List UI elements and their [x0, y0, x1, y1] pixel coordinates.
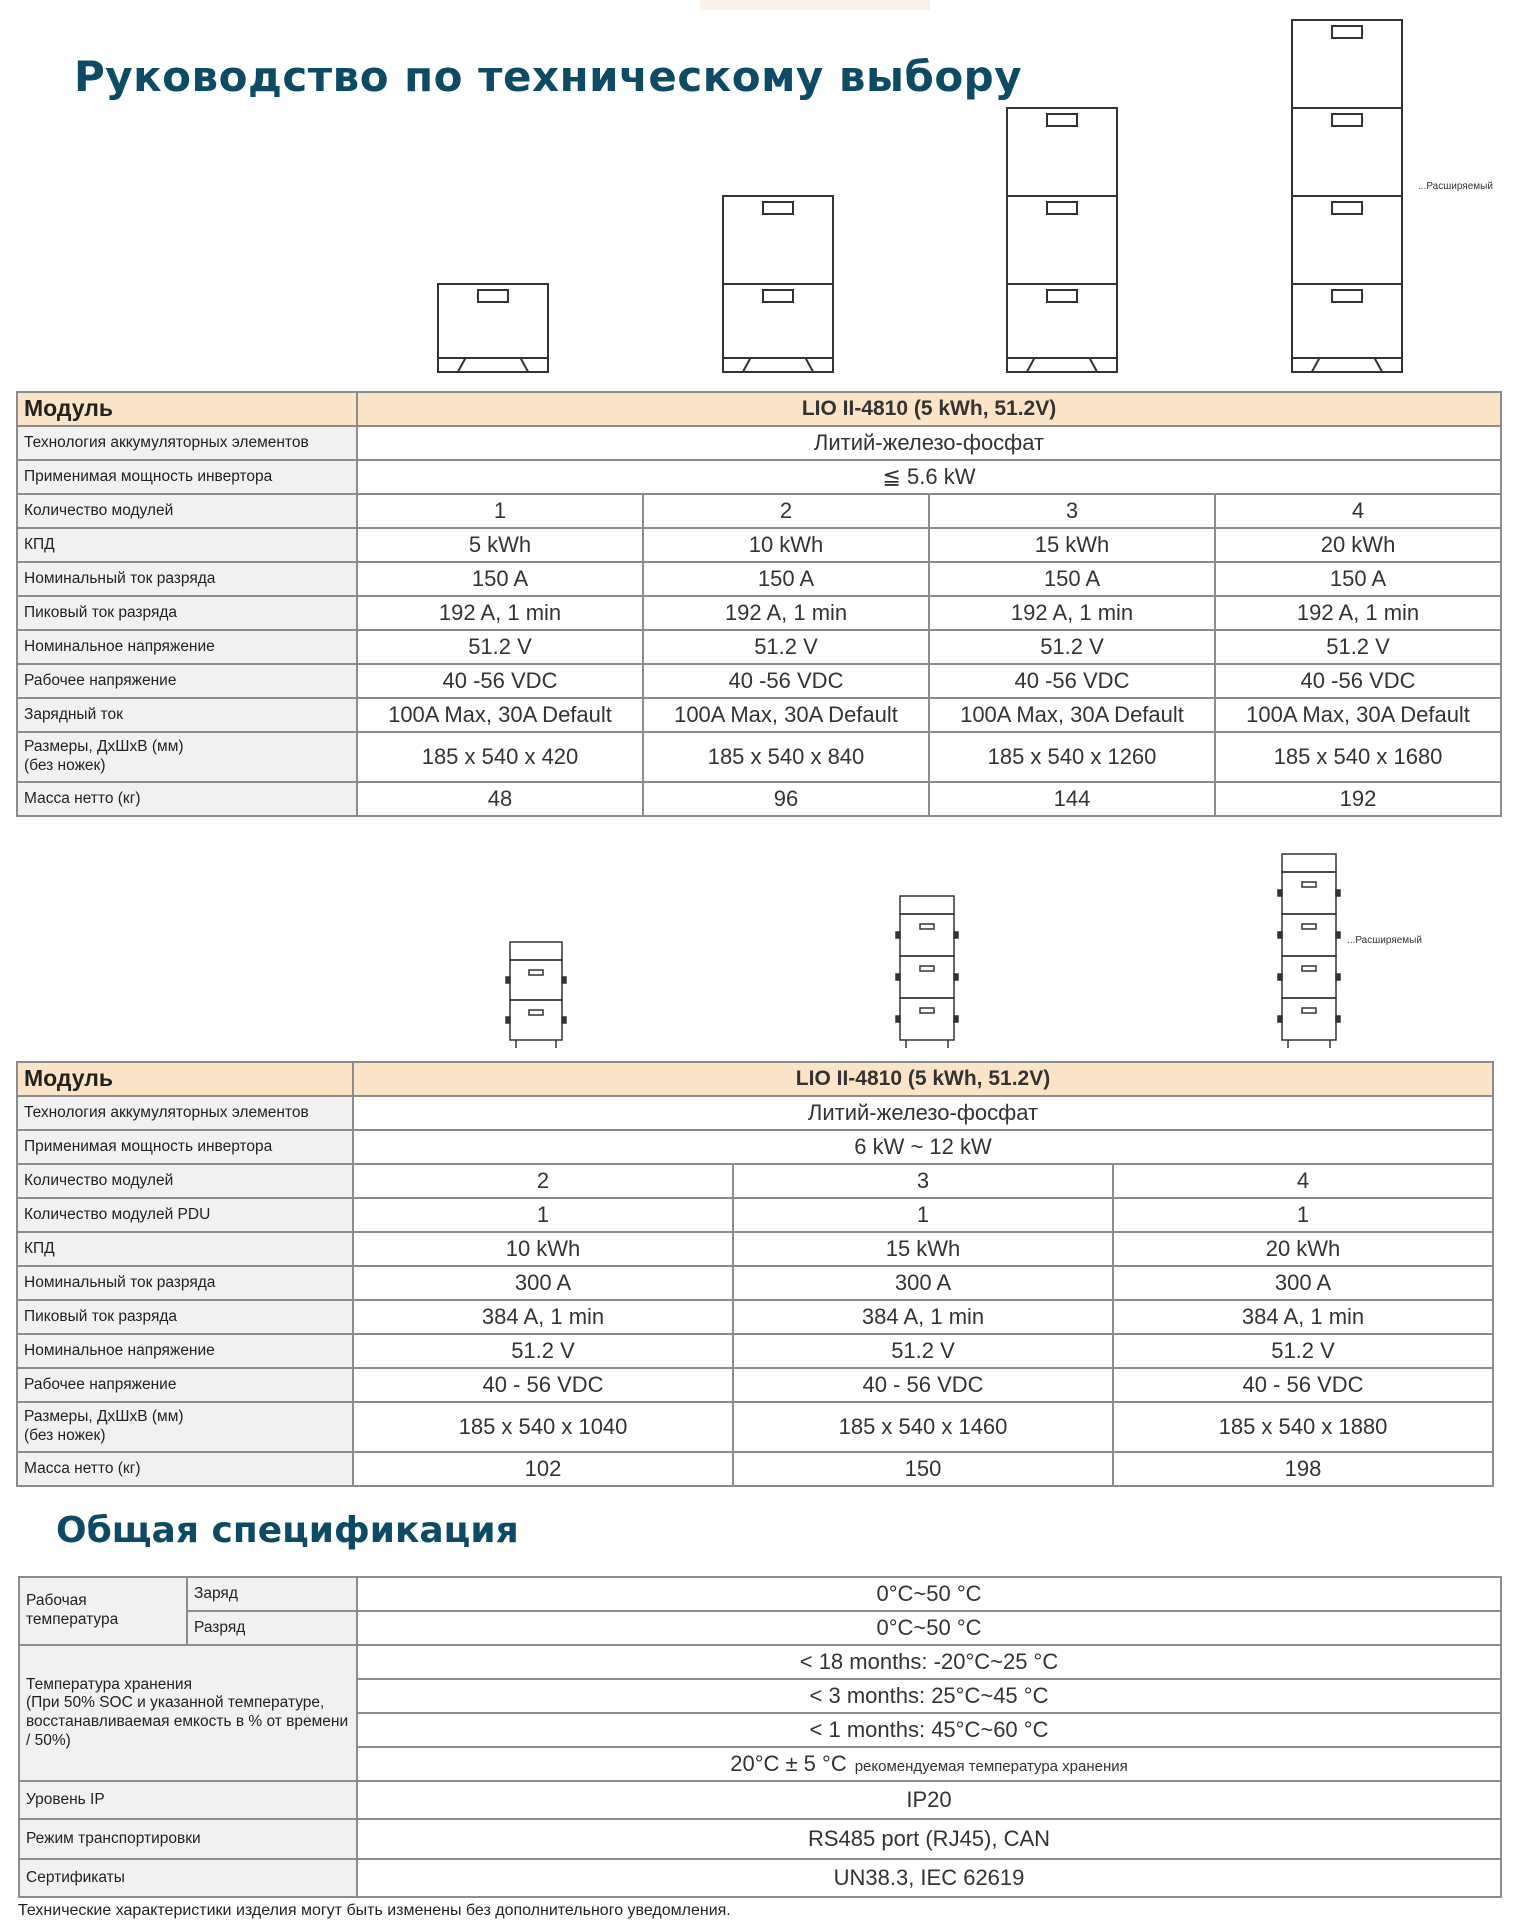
module-handle-icon [1047, 290, 1077, 302]
row-value: 51.2 V [357, 630, 643, 664]
row-label: Номинальный ток разряда [17, 562, 357, 596]
row-value: 1 [1113, 1198, 1493, 1232]
row-label: Количество модулей [17, 494, 357, 528]
side-connector-icon [1278, 890, 1282, 896]
row-label: Применимая мощность инвертора [17, 1130, 353, 1164]
row-label: Номинальное напряжение [17, 630, 357, 664]
row-value: 300 A [353, 1266, 733, 1300]
storage-value: < 1 months: 45°C~60 °C [357, 1713, 1501, 1747]
side-connector-icon [1336, 974, 1340, 980]
row-value: 40 -56 VDC [643, 664, 929, 698]
module-handle-icon [529, 1010, 543, 1015]
row-value: 40 - 56 VDC [353, 1368, 733, 1402]
spec-row [17, 732, 1501, 782]
row-value: 384 A, 1 min [1113, 1300, 1493, 1334]
row-label: Размеры, ДxШxВ (мм) (без ножек) [17, 1402, 353, 1452]
spec-row [17, 698, 1501, 732]
inverter-value: ≦ 5.6 kW [357, 460, 1501, 494]
cert-value: UN38.3, IEC 62619 [357, 1859, 1501, 1897]
module-handle-icon [763, 290, 793, 302]
battery-module [1282, 872, 1336, 914]
module-handle-icon [1047, 114, 1077, 126]
pdu-box [510, 942, 562, 960]
row-value: 192 [1215, 782, 1501, 816]
row-label: Пиковый ток разряда [17, 1300, 353, 1334]
side-connector-icon [1336, 890, 1340, 896]
row-value: 96 [643, 782, 929, 816]
side-connector-icon [896, 1016, 900, 1022]
charge-label: Заряд [187, 1577, 357, 1611]
row-value: 1 [353, 1198, 733, 1232]
row-value: 150 [733, 1452, 1113, 1486]
row-value: 4 [1215, 494, 1501, 528]
row-label: Зарядный ток [17, 698, 357, 732]
row-label: Применимая мощность инвертора [17, 460, 357, 494]
row-value: 185 x 540 x 420 [357, 732, 643, 782]
footnote: Технические характеристики изделия могут быть изменены без дополнительного уведомления. [18, 1902, 731, 1919]
spec-table-pdu [16, 1061, 1494, 1487]
spec-row [17, 562, 1501, 596]
header-model: LIO II-4810 (5 kWh, 51.2V) [353, 1062, 1493, 1096]
side-connector-icon [896, 974, 900, 980]
spec-row [17, 1368, 1493, 1402]
charge-value: 0°C~50 °C [357, 1577, 1501, 1611]
row-label: Технология аккумуляторных элементов [17, 1096, 353, 1130]
module-handle-icon [920, 1008, 934, 1013]
storage-recommended-note: рекомендуемая температура хранения [854, 1758, 1128, 1775]
row-value: 384 A, 1 min [733, 1300, 1113, 1334]
storage-value: < 18 months: -20°C~25 °C [357, 1645, 1501, 1679]
module-handle-icon [1332, 202, 1362, 214]
row-label: Номинальное напряжение [17, 1334, 353, 1368]
spec-row [17, 596, 1501, 630]
spec-row [17, 664, 1501, 698]
spec-row [17, 782, 1501, 816]
row-value: 192 A, 1 min [643, 596, 929, 630]
row-value: 100A Max, 30A Default [357, 698, 643, 732]
row-label: Размеры, ДxШxВ (мм) (без ножек) [17, 732, 357, 782]
spec-row [17, 494, 1501, 528]
row-label: КПД [17, 1232, 353, 1266]
row-value: 100A Max, 30A Default [929, 698, 1215, 732]
cell-tech-value: Литий-железо-фосфат [357, 426, 1501, 460]
row-value: 20 kWh [1113, 1232, 1493, 1266]
row-value: 185 x 540 x 1260 [929, 732, 1215, 782]
stack-feet [1288, 1040, 1330, 1048]
battery-module [510, 960, 562, 1000]
battery-stack [1007, 108, 1117, 372]
row-value: 185 x 540 x 1460 [733, 1402, 1113, 1452]
row-value: 150 A [1215, 562, 1501, 596]
battery-stacks-illustration-2 [500, 840, 1460, 1050]
spec-row [17, 630, 1501, 664]
row-value: 40 - 56 VDC [1113, 1368, 1493, 1402]
side-connector-icon [506, 1017, 510, 1023]
row-value: 4 [1113, 1164, 1493, 1198]
row-value: 40 - 56 VDC [733, 1368, 1113, 1402]
row-value: 1 [357, 494, 643, 528]
op-temp-label: Рабочая температура [19, 1577, 187, 1645]
side-connector-icon [1336, 932, 1340, 938]
row-value: 2 [643, 494, 929, 528]
row-value: 185 x 540 x 1680 [1215, 732, 1501, 782]
row-label: Масса нетто (кг) [17, 782, 357, 816]
ip-label: Уровень IP [19, 1781, 357, 1819]
row-value: 3 [929, 494, 1215, 528]
module-handle-icon [1332, 26, 1362, 38]
storage-value: < 3 months: 25°C~45 °C [357, 1679, 1501, 1713]
side-connector-icon [1278, 1016, 1282, 1022]
side-connector-icon [1336, 1016, 1340, 1022]
row-label: Рабочее напряжение [17, 1368, 353, 1402]
row-value: 15 kWh [929, 528, 1215, 562]
spec-row [17, 1402, 1493, 1452]
row-value: 51.2 V [733, 1334, 1113, 1368]
storage-label: Температура хранения (При 50% SOC и указанной температуре, восстанавливаемая емкость в % от времени / 50%) [19, 1645, 357, 1781]
storage-recommended-value: 20°C ± 5 °C [730, 1751, 847, 1776]
row-value: 51.2 V [929, 630, 1215, 664]
transport-label: Режим транспортировки [19, 1819, 357, 1859]
row-label: Пиковый ток разряда [17, 596, 357, 630]
spec-table-single [16, 391, 1502, 817]
row-value: 51.2 V [353, 1334, 733, 1368]
module-handle-icon [1302, 882, 1316, 887]
storage-recommended [357, 1747, 1501, 1781]
row-value: 10 kWh [353, 1232, 733, 1266]
battery-stacks-illustration-1 [430, 8, 1514, 378]
side-connector-icon [954, 932, 958, 938]
row-value: 102 [353, 1452, 733, 1486]
spec-row [17, 1334, 1493, 1368]
row-value: 300 A [733, 1266, 1113, 1300]
row-value: 40 -56 VDC [357, 664, 643, 698]
transport-value: RS485 port (RJ45), CAN [357, 1819, 1501, 1859]
row-value: 144 [929, 782, 1215, 816]
row-value: 100A Max, 30A Default [1215, 698, 1501, 732]
side-connector-icon [954, 1016, 958, 1022]
row-value: 185 x 540 x 1040 [353, 1402, 733, 1452]
side-connector-icon [506, 977, 510, 983]
row-value: 192 A, 1 min [929, 596, 1215, 630]
spec-row [17, 1266, 1493, 1300]
row-value: 3 [733, 1164, 1113, 1198]
row-value: 20 kWh [1215, 528, 1501, 562]
header-model: LIO II-4810 (5 kWh, 51.2V) [357, 392, 1501, 426]
row-label: Масса нетто (кг) [17, 1452, 353, 1486]
row-label: Номинальный ток разряда [17, 1266, 353, 1300]
battery-module [900, 998, 954, 1040]
stack-feet [516, 1040, 556, 1048]
page-title: Руководство по техническому выбору [74, 52, 1023, 101]
battery-module [510, 1000, 562, 1040]
row-value: 2 [353, 1164, 733, 1198]
pdu-box [900, 896, 954, 914]
module-handle-icon [1332, 114, 1362, 126]
module-handle-icon [478, 290, 508, 302]
row-value: 185 x 540 x 840 [643, 732, 929, 782]
spec-row [17, 1300, 1493, 1334]
battery-module [900, 956, 954, 998]
row-value: 192 A, 1 min [1215, 596, 1501, 630]
side-connector-icon [954, 974, 958, 980]
row-value: 51.2 V [1113, 1334, 1493, 1368]
row-value: 1 [733, 1198, 1113, 1232]
row-value: 300 A [1113, 1266, 1493, 1300]
row-value: 15 kWh [733, 1232, 1113, 1266]
battery-module [1282, 914, 1336, 956]
pdu-box [1282, 854, 1336, 872]
row-label: КПД [17, 528, 357, 562]
row-value: 185 x 540 x 1880 [1113, 1402, 1493, 1452]
battery-module [1282, 956, 1336, 998]
row-value: 150 A [643, 562, 929, 596]
discharge-value: 0°C~50 °C [357, 1611, 1501, 1645]
side-connector-icon [1278, 974, 1282, 980]
row-label: Рабочее напряжение [17, 664, 357, 698]
row-value: 150 A [357, 562, 643, 596]
side-connector-icon [1278, 932, 1282, 938]
inverter-value: 6 kW ~ 12 kW [353, 1130, 1493, 1164]
row-value: 40 -56 VDC [1215, 664, 1501, 698]
side-connector-icon [562, 977, 566, 983]
ip-value: IP20 [357, 1781, 1501, 1819]
expandable-label: ...Расширяемый [1347, 935, 1422, 946]
row-value: 51.2 V [643, 630, 929, 664]
row-value: 48 [357, 782, 643, 816]
spec-row [17, 1452, 1493, 1486]
module-handle-icon [529, 970, 543, 975]
row-label: Количество модулей [17, 1164, 353, 1198]
row-value: 384 A, 1 min [353, 1300, 733, 1334]
row-value: 150 A [929, 562, 1215, 596]
module-handle-icon [763, 202, 793, 214]
row-value: 10 kWh [643, 528, 929, 562]
module-handle-icon [1302, 1008, 1316, 1013]
cell-tech-value: Литий-железо-фосфат [353, 1096, 1493, 1130]
row-value: 192 A, 1 min [357, 596, 643, 630]
battery-module [1282, 998, 1336, 1040]
row-value: 198 [1113, 1452, 1493, 1486]
spec-row [17, 1232, 1493, 1266]
side-connector-icon [896, 932, 900, 938]
header-label: Модуль [17, 392, 357, 426]
row-value: 40 -56 VDC [929, 664, 1215, 698]
module-handle-icon [1302, 966, 1316, 971]
row-label: Количество модулей PDU [17, 1198, 353, 1232]
expandable-label: ...Расширяемый [1418, 181, 1493, 192]
row-value: 100A Max, 30A Default [643, 698, 929, 732]
cert-label: Сертификаты [19, 1859, 357, 1897]
module-handle-icon [1302, 924, 1316, 929]
module-handle-icon [920, 924, 934, 929]
header-label: Модуль [17, 1062, 353, 1096]
section-title: Общая спецификация [56, 1510, 519, 1551]
module-handle-icon [920, 966, 934, 971]
row-value: 51.2 V [1215, 630, 1501, 664]
side-connector-icon [562, 1017, 566, 1023]
spec-row [17, 1198, 1493, 1232]
general-spec-table [18, 1576, 1502, 1898]
battery-module [900, 914, 954, 956]
discharge-label: Разряд [187, 1611, 357, 1645]
module-handle-icon [1332, 290, 1362, 302]
spec-row [17, 528, 1501, 562]
module-handle-icon [1047, 202, 1077, 214]
stack-feet [906, 1040, 948, 1048]
row-value: 5 kWh [357, 528, 643, 562]
row-label: Технология аккумуляторных элементов [17, 426, 357, 460]
spec-row [17, 1164, 1493, 1198]
